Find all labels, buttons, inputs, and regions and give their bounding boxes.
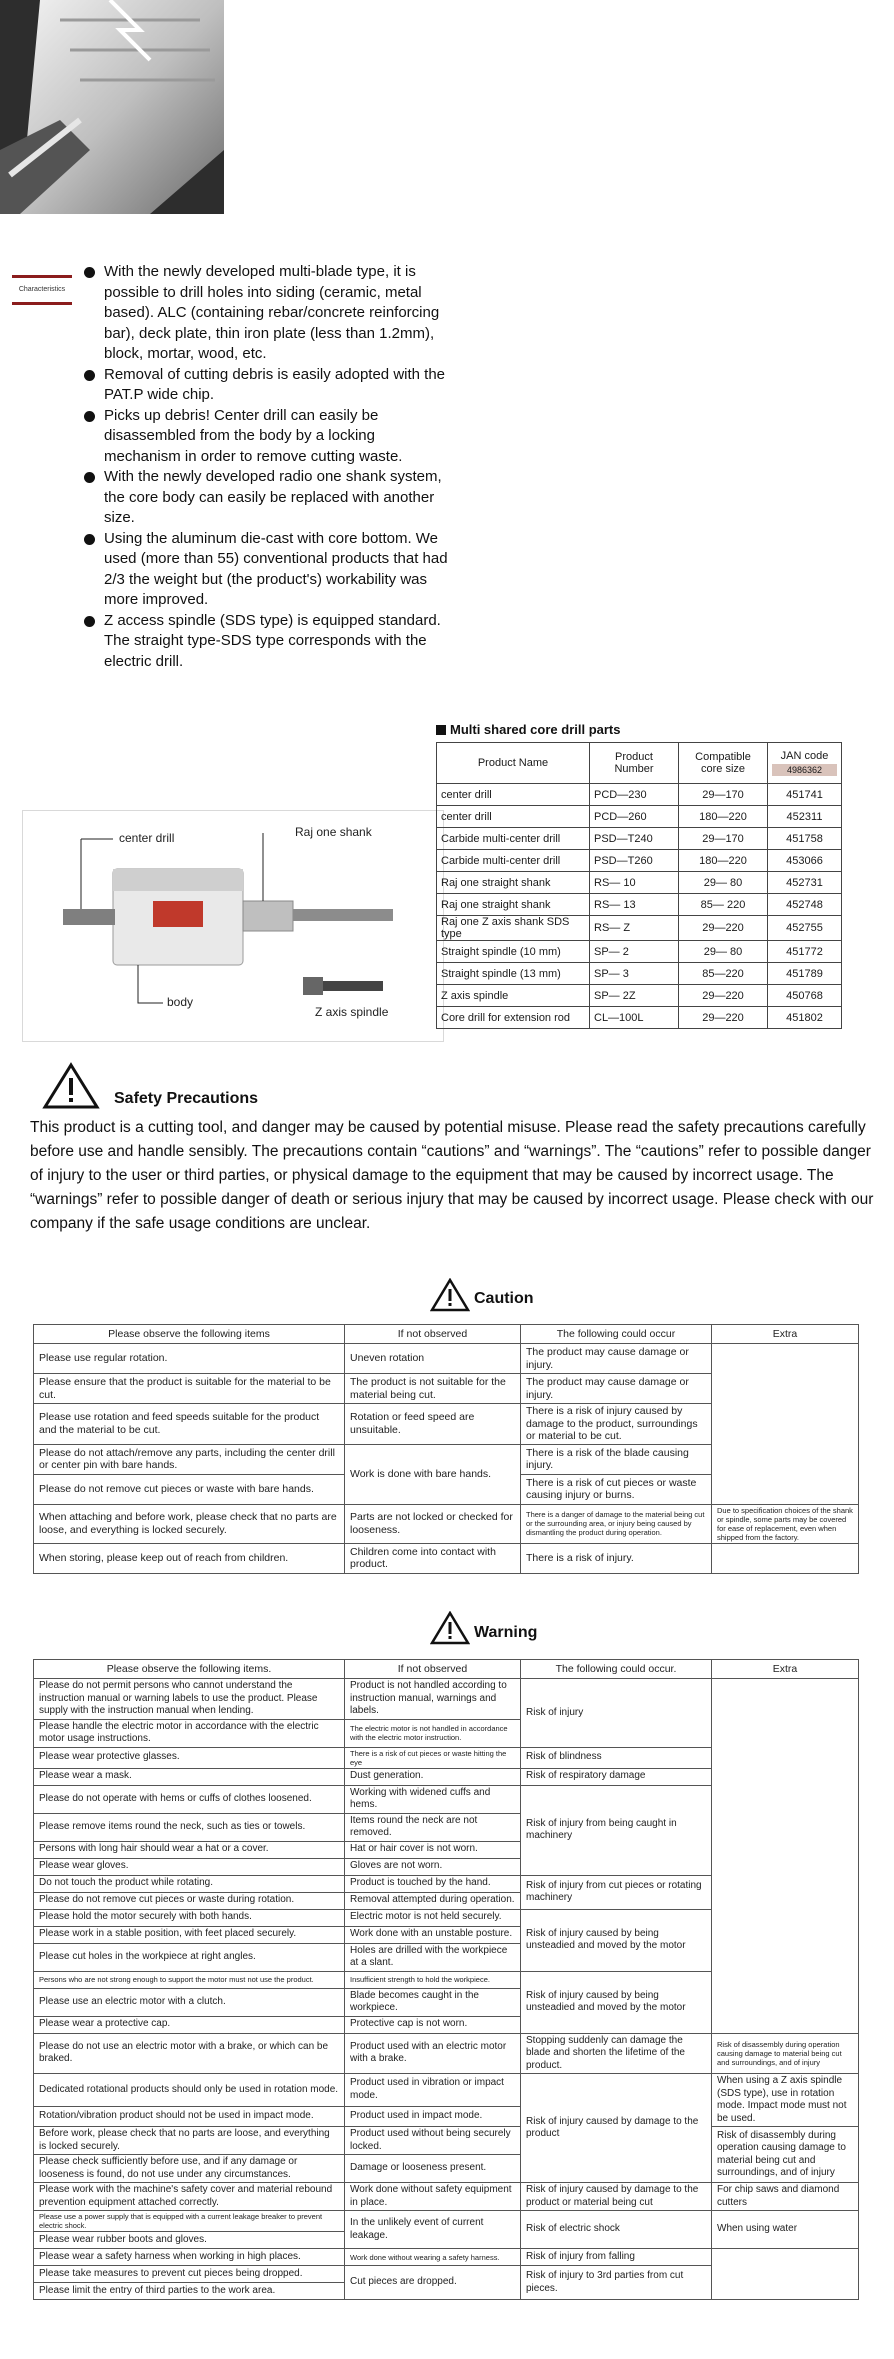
table-cell: Risk of disassembly during operation causing damage to material being cut and surroundings, and of injury	[712, 2127, 859, 2183]
feature-item: Removal of cutting debris is easily adopted with the PAT.P wide chip.	[84, 365, 454, 406]
table-cell: Protective cap is not worn.	[345, 2016, 521, 2033]
table-cell: Please do not operate with hems or cuffs of clothes loosened.	[34, 1785, 345, 1813]
table-cell: PCD—260	[590, 806, 679, 828]
center-drill-label: center drill	[119, 831, 175, 845]
warning-title: Warning	[474, 1624, 538, 1641]
table-cell: Work done without safety equipment in place.	[345, 2183, 521, 2211]
header-core-size: Compatible core size	[679, 743, 768, 784]
table-cell: Before work, please check that no parts are loose, and everything is locked securely.	[34, 2127, 345, 2155]
table-cell: Straight spindle (13 mm)	[437, 963, 590, 985]
table-cell: SP— 2	[590, 941, 679, 963]
table-cell: Product is touched by the hand.	[345, 1875, 521, 1892]
table-cell: Do not touch the product while rotating.	[34, 1875, 345, 1892]
table-cell: Work is done with bare hands.	[345, 1444, 521, 1504]
table-cell: Carbide multi-center drill	[437, 850, 590, 872]
bullet-icon	[84, 411, 95, 422]
bullet-icon	[84, 616, 95, 627]
table-cell: Raj one straight shank	[437, 872, 590, 894]
table-row	[34, 1344, 859, 1374]
warning-triangle-icon	[430, 1611, 470, 1650]
table-cell: Please use an electric motor with a clutch.	[34, 1988, 345, 2016]
caution-triangle-icon	[430, 1278, 470, 1317]
table-cell: 29— 80	[679, 872, 768, 894]
table-cell: Gloves are not worn.	[345, 1858, 521, 1875]
table-cell: Please use a power supply that is equipped with a current leakage breaker to prevent electric shock.	[34, 2211, 345, 2232]
table-cell: Product used with an electric motor with a brake.	[345, 2033, 521, 2074]
table-cell: Please ensure that the product is suitable for the material to be cut.	[34, 1374, 345, 1404]
table-cell: Please wear rubber boots and gloves.	[34, 2232, 345, 2249]
table-cell: Blade becomes caught in the workpiece.	[345, 1988, 521, 2016]
table-cell: Risk of injury caused by being unsteadied and moved by the motor	[521, 1909, 712, 1971]
warning-table: Please observe the following items. If not observed The following could occur. Extra Please do not permit persons who cannot understand the instruction manual or warning labels to use the product. Please supply with the instruction manual when lending. Product is not handled according to instruction manual, warnings and labels. Risk of injury Please handle the electric motor in accordance with the electric motor usage instructions. The electric motor is not handled in accordance with the electric motor instruction. Please wear protective glasses. There is a risk of cut pieces or waste hitting the eye Risk of blindness Please wear a mask. Dust generation. Risk of respiratory damage Please do not operate with hems or cuffs of clothes loosened. Working with widened cuffs and hems. Risk of injury from being caught in machinery Please remove items round the neck, such as ties or towels. Items round the neck are not removed. Persons with long hair should wear a hat or a cover. Hat or hair cover is not worn. Please wear gloves. Gloves are not worn. Do not touch the product while rotating. Product is touched by the hand. Risk of injury from cut pieces or rotating machinery Please do not remove cut pieces or waste during rotation. Removal attempted during operation. Please hold the motor securely with both hands. Electric motor is not held securely. Risk of injury caused by being unsteadied and moved by the motor Please work in a stable position, with feet placed securely. Work done with an unstable posture. Please cut holes in the workpiece at right angles. Holes are drilled with the workpiece at a slant. Persons who are not strong enough to support the motor must not use the product. Insufficient strength to hold the workpiece. Risk of injury caused by being unsteadied and moved by the motor Please use an electric motor with a clutch. Blade becomes caught in the workpiece. Please wear a protective cap. Protective cap is not worn. Please do not use an electric motor with a brake, or which can be braked. Product used with an electric motor with a brake. Stopping suddenly can damage the blade and shorten the lifetime of the product. Risk of disassembly during operation causing damage to material being cut and surroundings, and of injury Dedicated rotational products should only be used in rotation mode. Product used in vibration or impact mode. Risk of injury caused by damage to the product When using a Z axis spindle (SDS type), use in rotation mode. Impact mode must not be used. Rotation/vibration product should not be used in impact mode. Product used in impact mode. Before work, please check that no parts are loose, and everything is locked securely. Product used without being securely locked. Risk of disassembly during operation causing damage to material being cut and surroundings, and of injury Please check sufficiently before use, and if any damage or looseness is found, do not use under any circumstances. Damage or looseness present. Please work with the machine's safety cover and material rebound prevention equipment attached correctly. Work done without safety equipment in place. Risk of injury caused by damage to the product or material being cut For chip saws and diamond cutters Please use a power supply that is equipped with a current leakage breaker to prevent electric shock. In the unlikely event of current leakage. Risk of electric shock When using water Please wear rubber boots and gloves. Please wear a safety harness when working in high places. Work done without wearing a safety harness. Risk of injury from falling Please take measures to prevent cut pieces being dropped. Cut pieces are dropped. Risk of injury to 3rd parties from cut pieces. Please limit the entry of third parties to the work area.	[33, 1659, 859, 2300]
table-cell: Cut pieces are dropped.	[345, 2266, 521, 2300]
table-cell: RS— 10	[590, 872, 679, 894]
table-cell: Risk of injury caused by damage to the product or material being cut	[521, 2183, 712, 2211]
table-cell: PSD—T260	[590, 850, 679, 872]
table-cell: 453066	[768, 850, 842, 872]
table-cell: When attaching and before work, please check that no parts are loose, and everything is locked securely.	[34, 1504, 345, 1543]
table-cell: Risk of injury from being caught in machinery	[521, 1785, 712, 1875]
feature-item: Using the aluminum die-cast with core bottom. We used (more than 55) conventional products that had 2/3 the weight but (the product's) workability was more improved.	[84, 529, 454, 611]
parts-table	[436, 742, 842, 1029]
table-cell: 29—220	[679, 1007, 768, 1029]
table-cell: Risk of injury caused by damage to the product	[521, 2074, 712, 2183]
table-cell: Due to specification choices of the shank or spindle, some parts may be covered for ease of replacement, even when shipped from the factory.	[712, 1504, 859, 1543]
table-cell: Please use regular rotation.	[34, 1344, 345, 1374]
table-cell: 180—220	[679, 850, 768, 872]
core-drill-photo	[0, 0, 224, 214]
table-cell: 180—220	[679, 806, 768, 828]
table-cell: There is a danger of damage to the material being cut or the surrounding area, or injury being caused by dismantling the product during operation.	[521, 1504, 712, 1543]
table-cell: Please handle the electric motor in accordance with the electric motor usage instructions.	[34, 1719, 345, 1747]
table-cell: Product used in vibration or impact mode.	[345, 2074, 521, 2107]
table-cell: The product may cause damage or injury.	[521, 1374, 712, 1404]
table-cell: PCD—230	[590, 784, 679, 806]
table-cell: There is a risk of the blade causing injury.	[521, 1444, 712, 1474]
body-label: body	[167, 995, 194, 1009]
bullet-icon	[84, 370, 95, 381]
bullet-icon	[84, 534, 95, 545]
table-cell: Items round the neck are not removed.	[345, 1813, 521, 1841]
table-cell: 451789	[768, 963, 842, 985]
table-cell: CL—100L	[590, 1007, 679, 1029]
table-cell: Product used in impact mode.	[345, 2106, 521, 2126]
table-cell: 451802	[768, 1007, 842, 1029]
table-row	[437, 894, 842, 916]
table-cell: Dedicated rotational products should only be used in rotation mode.	[34, 2074, 345, 2107]
table-cell: PSD—T240	[590, 828, 679, 850]
table-cell: 450768	[768, 985, 842, 1007]
table-cell: Risk of injury caused by being unsteadied and moved by the motor	[521, 1971, 712, 2033]
table-row	[437, 806, 842, 828]
table-cell: Please do not use an electric motor with a brake, or which can be braked.	[34, 2033, 345, 2074]
table-row	[34, 2127, 859, 2155]
table-row	[437, 784, 842, 806]
table-cell: Working with widened cuffs and hems.	[345, 1785, 521, 1813]
table-cell: Damage or looseness present.	[345, 2155, 521, 2183]
table-cell: 452731	[768, 872, 842, 894]
table-row	[437, 872, 842, 894]
table-cell: Risk of injury to 3rd parties from cut pieces.	[521, 2266, 712, 2300]
table-cell: Please wear protective glasses.	[34, 1747, 345, 1768]
table-cell: In the unlikely event of current leakage.	[345, 2211, 521, 2249]
feature-item: With the newly developed multi-blade type, it is possible to drill holes into siding (ceramic, metal based). ALC (containing rebar/concrete reinforcing bar), deck plate, thin iron plate (less than 1.2mm), block, mortar, wood, etc.	[84, 262, 454, 365]
jan-prefix: 4986362	[772, 764, 837, 776]
raj-one-shank-label: Raj one shank	[295, 825, 372, 839]
table-cell: 29—220	[679, 985, 768, 1007]
table-cell: Risk of injury from falling	[521, 2249, 712, 2266]
table-cell: Rotation or feed speed are unsuitable.	[345, 1404, 521, 1445]
feature-list	[84, 262, 454, 672]
table-row	[437, 850, 842, 872]
table-cell: Work done without wearing a safety harness.	[345, 2249, 521, 2266]
table-cell: Please cut holes in the workpiece at right angles.	[34, 1943, 345, 1971]
warning-triangle-icon	[42, 1062, 100, 1102]
table-cell: Please wear a protective cap.	[34, 2016, 345, 2033]
table-cell: Children come into contact with product.	[345, 1543, 521, 1573]
table-cell: There is a risk of injury caused by damage to the product, surroundings or material to be cut.	[521, 1404, 712, 1445]
table-cell: Insufficient strength to hold the workpiece.	[345, 1971, 521, 1988]
table-cell: Risk of injury	[521, 1679, 712, 1748]
extra-cell	[712, 1344, 859, 1505]
table-cell: Please remove items round the neck, such as ties or towels.	[34, 1813, 345, 1841]
table-cell: Parts are not locked or checked for looseness.	[345, 1504, 521, 1543]
table-cell: Please work with the machine's safety cover and material rebound prevention equipment attached correctly.	[34, 2183, 345, 2211]
table-row	[34, 2211, 859, 2232]
table-cell: Risk of electric shock	[521, 2211, 712, 2249]
table-cell: The product may cause damage or injury.	[521, 1344, 712, 1374]
caution-title: Caution	[474, 1290, 534, 1307]
table-cell: Z axis spindle	[437, 985, 590, 1007]
table-cell: 85—220	[679, 963, 768, 985]
table-row	[34, 2183, 859, 2211]
table-row	[437, 1007, 842, 1029]
table-cell: Raj one Z axis shank SDS type	[437, 916, 590, 941]
table-cell: When using water	[712, 2211, 859, 2249]
table-row	[437, 916, 842, 941]
table-cell: 29—170	[679, 784, 768, 806]
table-cell: Raj one straight shank	[437, 894, 590, 916]
table-cell: 451772	[768, 941, 842, 963]
parts-title: Multi shared core drill parts	[436, 722, 621, 737]
table-cell: Please do not attach/remove any parts, including the center drill or center pin with bare hands.	[34, 1444, 345, 1474]
table-cell: For chip saws and diamond cutters	[712, 2183, 859, 2211]
square-icon	[436, 725, 446, 735]
characteristics-tag: Characteristics	[12, 275, 72, 305]
header-product-name: Product Name	[437, 743, 590, 784]
table-cell: SP— 2Z	[590, 985, 679, 1007]
table-cell: Please use rotation and feed speeds suitable for the product and the material to be cut.	[34, 1404, 345, 1445]
table-cell: Please check sufficiently before use, and if any damage or looseness is found, do not use under any circumstances.	[34, 2155, 345, 2183]
feature-item: With the newly developed radio one shank system, the core body can easily be replaced with another size.	[84, 467, 454, 529]
table-cell: The product is not suitable for the material being cut.	[345, 1374, 521, 1404]
table-cell: 452748	[768, 894, 842, 916]
table-cell: 452311	[768, 806, 842, 828]
table-cell: Risk of respiratory damage	[521, 1768, 712, 1785]
table-row	[34, 1504, 859, 1543]
table-cell	[712, 2249, 859, 2300]
table-cell: Rotation/vibration product should not be used in impact mode.	[34, 2106, 345, 2126]
header-product-number: Product Number	[590, 743, 679, 784]
table-row	[437, 963, 842, 985]
table-cell: 451758	[768, 828, 842, 850]
table-cell: Persons with long hair should wear a hat or a cover.	[34, 1841, 345, 1858]
table-cell: Hat or hair cover is not worn.	[345, 1841, 521, 1858]
table-cell: Electric motor is not held securely.	[345, 1909, 521, 1926]
table-cell: Please limit the entry of third parties to the work area.	[34, 2283, 345, 2300]
table-cell: center drill	[437, 784, 590, 806]
table-cell: 29—170	[679, 828, 768, 850]
table-cell: There is a risk of injury.	[521, 1543, 712, 1573]
table-cell: When using a Z axis spindle (SDS type), use in rotation mode. Impact mode must not be used.	[712, 2074, 859, 2127]
table-cell: Please work in a stable position, with feet placed securely.	[34, 1926, 345, 1943]
table-row	[437, 828, 842, 850]
table-cell: Carbide multi-center drill	[437, 828, 590, 850]
table-cell: Risk of blindness	[521, 1747, 712, 1768]
table-cell: 29—220	[679, 916, 768, 941]
table-cell: Straight spindle (10 mm)	[437, 941, 590, 963]
table-cell: Please do not remove cut pieces or waste with bare hands.	[34, 1474, 345, 1504]
table-cell: When storing, please keep out of reach from children.	[34, 1543, 345, 1573]
bullet-icon	[84, 472, 95, 483]
table-cell: There is a risk of cut pieces or waste hitting the eye	[345, 1747, 521, 1768]
table-cell: Work done with an unstable posture.	[345, 1926, 521, 1943]
table-cell: Holes are drilled with the workpiece at a slant.	[345, 1943, 521, 1971]
table-cell: Risk of injury from cut pieces or rotating machinery	[521, 1875, 712, 1909]
table-cell: Please wear gloves.	[34, 1858, 345, 1875]
table-row	[34, 2074, 859, 2107]
table-cell: Product used without being securely locked.	[345, 2127, 521, 2155]
table-cell: 451741	[768, 784, 842, 806]
bullet-icon	[84, 267, 95, 278]
table-cell: Please wear a mask.	[34, 1768, 345, 1785]
table-row	[34, 1543, 859, 1573]
table-cell: There is a risk of cut pieces or waste causing injury or burns.	[521, 1474, 712, 1504]
safety-title: Safety Precautions	[114, 1090, 259, 1107]
feature-item: Picks up debris! Center drill can easily be disassembled from the body by a locking mechanism in order to remove cutting waste.	[84, 406, 454, 468]
table-cell: Please take measures to prevent cut pieces being dropped.	[34, 2266, 345, 2283]
table-cell: Product is not handled according to instruction manual, warnings and labels.	[345, 1679, 521, 1720]
table-cell: Please hold the motor securely with both hands.	[34, 1909, 345, 1926]
table-cell: Removal attempted during operation.	[345, 1892, 521, 1909]
table-row	[437, 985, 842, 1007]
table-cell	[712, 1543, 859, 1573]
table-cell: Please do not permit persons who cannot understand the instruction manual or warning labels to use the product. Please supply with the instruction manual when lending.	[34, 1679, 345, 1720]
table-cell: RS— 13	[590, 894, 679, 916]
table-cell: Core drill for extension rod	[437, 1007, 590, 1029]
table-cell: 452755	[768, 916, 842, 941]
table-cell: Risk of disassembly during operation causing damage to material being cut and surroundings, and of injury	[712, 2033, 859, 2074]
table-cell: 29— 80	[679, 941, 768, 963]
table-row	[34, 1679, 859, 1720]
table-cell: 85— 220	[679, 894, 768, 916]
z-axis-spindle-label: Z axis spindle	[315, 1005, 389, 1019]
table-row	[34, 2033, 859, 2074]
table-cell: SP— 3	[590, 963, 679, 985]
table-cell: Stopping suddenly can damage the blade and shorten the lifetime of the product.	[521, 2033, 712, 2074]
table-row	[34, 2249, 859, 2266]
table-cell	[712, 1679, 859, 2034]
header-jan-code: JAN code 4986362	[768, 743, 842, 784]
table-cell: Uneven rotation	[345, 1344, 521, 1374]
table-cell: Please wear a safety harness when working in high places.	[34, 2249, 345, 2266]
caution-table: Please observe the following items If not observed The following could occur Extra Please use regular rotation. Uneven rotation The product may cause damage or injury. Please ensure that the product is suitable for the material to be cut. The product is not suitable for the material being cut. The product may cause damage or injury. Please use rotation and feed speeds suitable for the product and the material to be cut. Rotation or feed speed are unsuitable. There is a risk of injury caused by damage to the product, surroundings or material to be cut. Please do not attach/remove any parts, including the center drill or center pin with bare hands. Work is done with bare hands. There is a risk of the blade causing injury. Please do not remove cut pieces or waste with bare hands. There is a risk of cut pieces or waste causing injury or burns. When attaching and before work, please check that no parts are loose, and everything is locked securely. Parts are not locked or checked for looseness. There is a danger of damage to the material being cut or the surrounding area, or injury being caused by dismantling the product during operation. Due to specification choices of the shank or spindle, some parts may be covered for ease of replacement, even when shipped from the factory. When storing, please keep out of reach from children. Children come into contact with product. There is a risk of injury.	[33, 1324, 859, 1574]
parts-diagram	[22, 810, 444, 1042]
table-cell: Persons who are not strong enough to support the motor must not use the product.	[34, 1971, 345, 1988]
table-cell: Dust generation.	[345, 1768, 521, 1785]
table-cell: The electric motor is not handled in accordance with the electric motor instruction.	[345, 1719, 521, 1747]
table-row	[437, 941, 842, 963]
table-cell: RS— Z	[590, 916, 679, 941]
table-cell: center drill	[437, 806, 590, 828]
table-cell: Please do not remove cut pieces or waste during rotation.	[34, 1892, 345, 1909]
feature-item: Z access spindle (SDS type) is equipped standard. The straight type-SDS type corresponds with the electric drill.	[84, 611, 454, 673]
safety-paragraph: This product is a cutting tool, and danger may be caused by potential misuse. Please read the safety precautions carefully before use and handle sensibly. The precautions contain “cautions” and “warnings”. The “cautions” refer to possible danger of injury to the user or third parties, or physical damage to the equipment that may be caused by incorrect usage. The “warnings” refer to possible danger of death or serious injury that may be caused by incorrect usage. Please check with our company if the safe usage conditions are unclear.	[30, 1119, 874, 1232]
